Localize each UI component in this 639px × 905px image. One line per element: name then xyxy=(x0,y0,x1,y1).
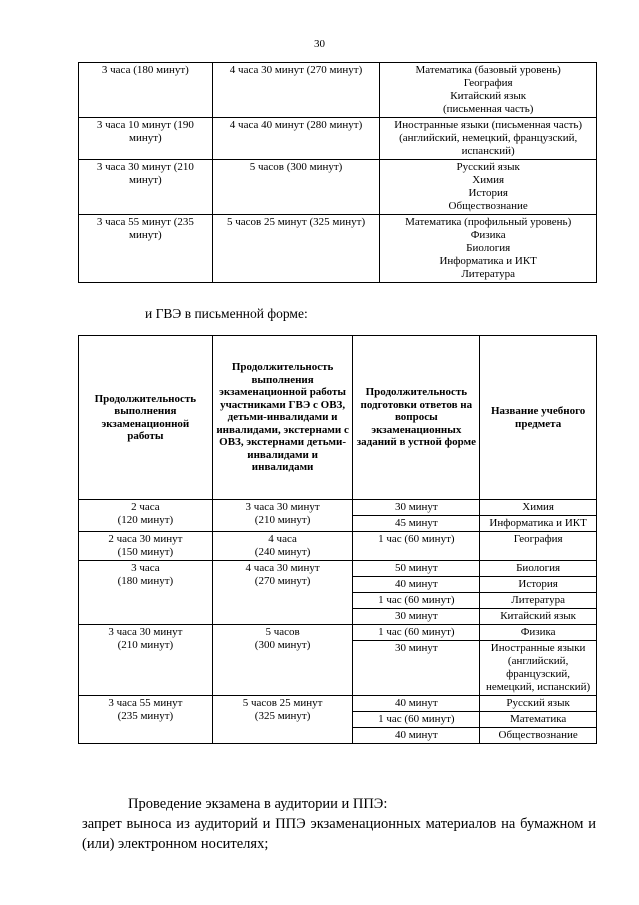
extended-duration-cell: 5 часов 25 минут (325 минут) xyxy=(212,215,380,283)
extended-duration-cell: 5 часов (300 минут) xyxy=(212,160,380,215)
subject-cell: Биология xyxy=(480,561,597,577)
extended-duration-cell: 5 часов 25 минут (325 минут) xyxy=(212,696,353,744)
header-extended-duration: Продолжительность выполнения экзаменационной работы участниками ГВЭ с ОВЗ, детьми-инвалидами и инвалидами, экстернами с ОВЗ, экстернами детьми-инвалидами и инвалидами xyxy=(212,336,353,500)
paragraph-body: запрет выноса из аудиторий и ППЭ экзаменационных материалов на бумажном и (или) электронном носителях; xyxy=(82,816,596,852)
table-row xyxy=(79,160,597,215)
subject-cell: Литература xyxy=(480,593,597,609)
subject-cell: Информатика и ИКТ xyxy=(480,516,597,532)
duration-cell: 3 часа (180 минут) xyxy=(79,63,213,118)
table-row xyxy=(79,625,597,641)
oral-prep-cell: 1 час (60 минут) xyxy=(353,712,480,728)
subject-cell: Математика xyxy=(480,712,597,728)
table-row xyxy=(79,118,597,160)
extended-duration-cell: 4 часа 30 минут (270 минут) xyxy=(212,63,380,118)
oral-prep-cell: 1 час (60 минут) xyxy=(353,625,480,641)
intro-text: и ГВЭ в письменной форме: xyxy=(145,306,308,321)
table-row xyxy=(79,500,597,516)
oral-prep-cell: 40 минут xyxy=(353,696,480,712)
duration-cell: 3 часа (180 минут) xyxy=(79,561,213,625)
oral-prep-cell: 40 минут xyxy=(353,577,480,593)
duration-cell: 3 часа 55 минут (235 минут) xyxy=(79,215,213,283)
duration-cell: 3 часа 10 минут (190 минут) xyxy=(79,118,213,160)
subject-cell: Математика (профильный уровень) Физика Биология Информатика и ИКТ Литература xyxy=(380,215,597,283)
header-row xyxy=(79,336,597,500)
duration-cell: 3 часа 55 минут (235 минут) xyxy=(79,696,213,744)
duration-cell: 3 часа 30 минут (210 минут) xyxy=(79,160,213,215)
subject-cell: Математика (базовый уровень) География Китайский язык (письменная часть) xyxy=(380,63,597,118)
duration-cell: 3 часа 30 минут (210 минут) xyxy=(79,625,213,696)
table-row xyxy=(79,63,597,118)
paragraph-heading: Проведение экзамена в аудитории и ППЭ: xyxy=(128,796,388,812)
subject-cell: Химия xyxy=(480,500,597,516)
subject-cell: Обществознание xyxy=(480,728,597,744)
extended-duration-cell: 5 часов (300 минут) xyxy=(212,625,353,696)
oral-prep-cell: 40 минут xyxy=(353,728,480,744)
subject-cell: Китайский язык xyxy=(480,609,597,625)
oral-prep-cell: 50 минут xyxy=(353,561,480,577)
oral-prep-cell: 45 минут xyxy=(353,516,480,532)
subject-cell: Русский язык xyxy=(480,696,597,712)
page-number: 30 xyxy=(314,38,325,50)
duration-cell: 2 часа (120 минут) xyxy=(79,500,213,532)
extended-duration-cell: 4 часа (240 минут) xyxy=(212,532,353,561)
exam-duration-table-2 xyxy=(78,335,597,744)
subject-cell: Физика xyxy=(480,625,597,641)
table-row xyxy=(79,561,597,577)
oral-prep-cell: 1 час (60 минут) xyxy=(353,532,480,561)
extended-duration-cell: 4 часа 30 минут (270 минут) xyxy=(212,561,353,625)
subject-cell: География xyxy=(480,532,597,561)
oral-prep-cell: 1 час (60 минут) xyxy=(353,593,480,609)
extended-duration-cell: 4 часа 40 минут (280 минут) xyxy=(212,118,380,160)
subject-cell: Русский язык Химия История Обществознание xyxy=(380,160,597,215)
exam-duration-table-1 xyxy=(78,62,597,283)
duration-cell: 2 часа 30 минут (150 минут) xyxy=(79,532,213,561)
header-subject: Название учебного предмета xyxy=(480,336,597,500)
table-row xyxy=(79,696,597,712)
oral-prep-cell: 30 минут xyxy=(353,609,480,625)
oral-prep-cell: 30 минут xyxy=(353,500,480,516)
header-oral-prep: Продолжительность подготовки ответов на вопросы экзаменационных заданий в устной форме xyxy=(353,336,480,500)
subject-cell: Иностранные языки (письменная часть) (английский, немецкий, французский, испанский) xyxy=(380,118,597,160)
table-row xyxy=(79,532,597,561)
subject-cell: Иностранные языки (английский, французский, немецкий, испанский) xyxy=(480,641,597,696)
oral-prep-cell: 30 минут xyxy=(353,641,480,696)
table-row xyxy=(79,215,597,283)
subject-cell: История xyxy=(480,577,597,593)
header-duration: Продолжительность выполнения экзаменационной работы xyxy=(79,336,213,500)
extended-duration-cell: 3 часа 30 минут (210 минут) xyxy=(212,500,353,532)
